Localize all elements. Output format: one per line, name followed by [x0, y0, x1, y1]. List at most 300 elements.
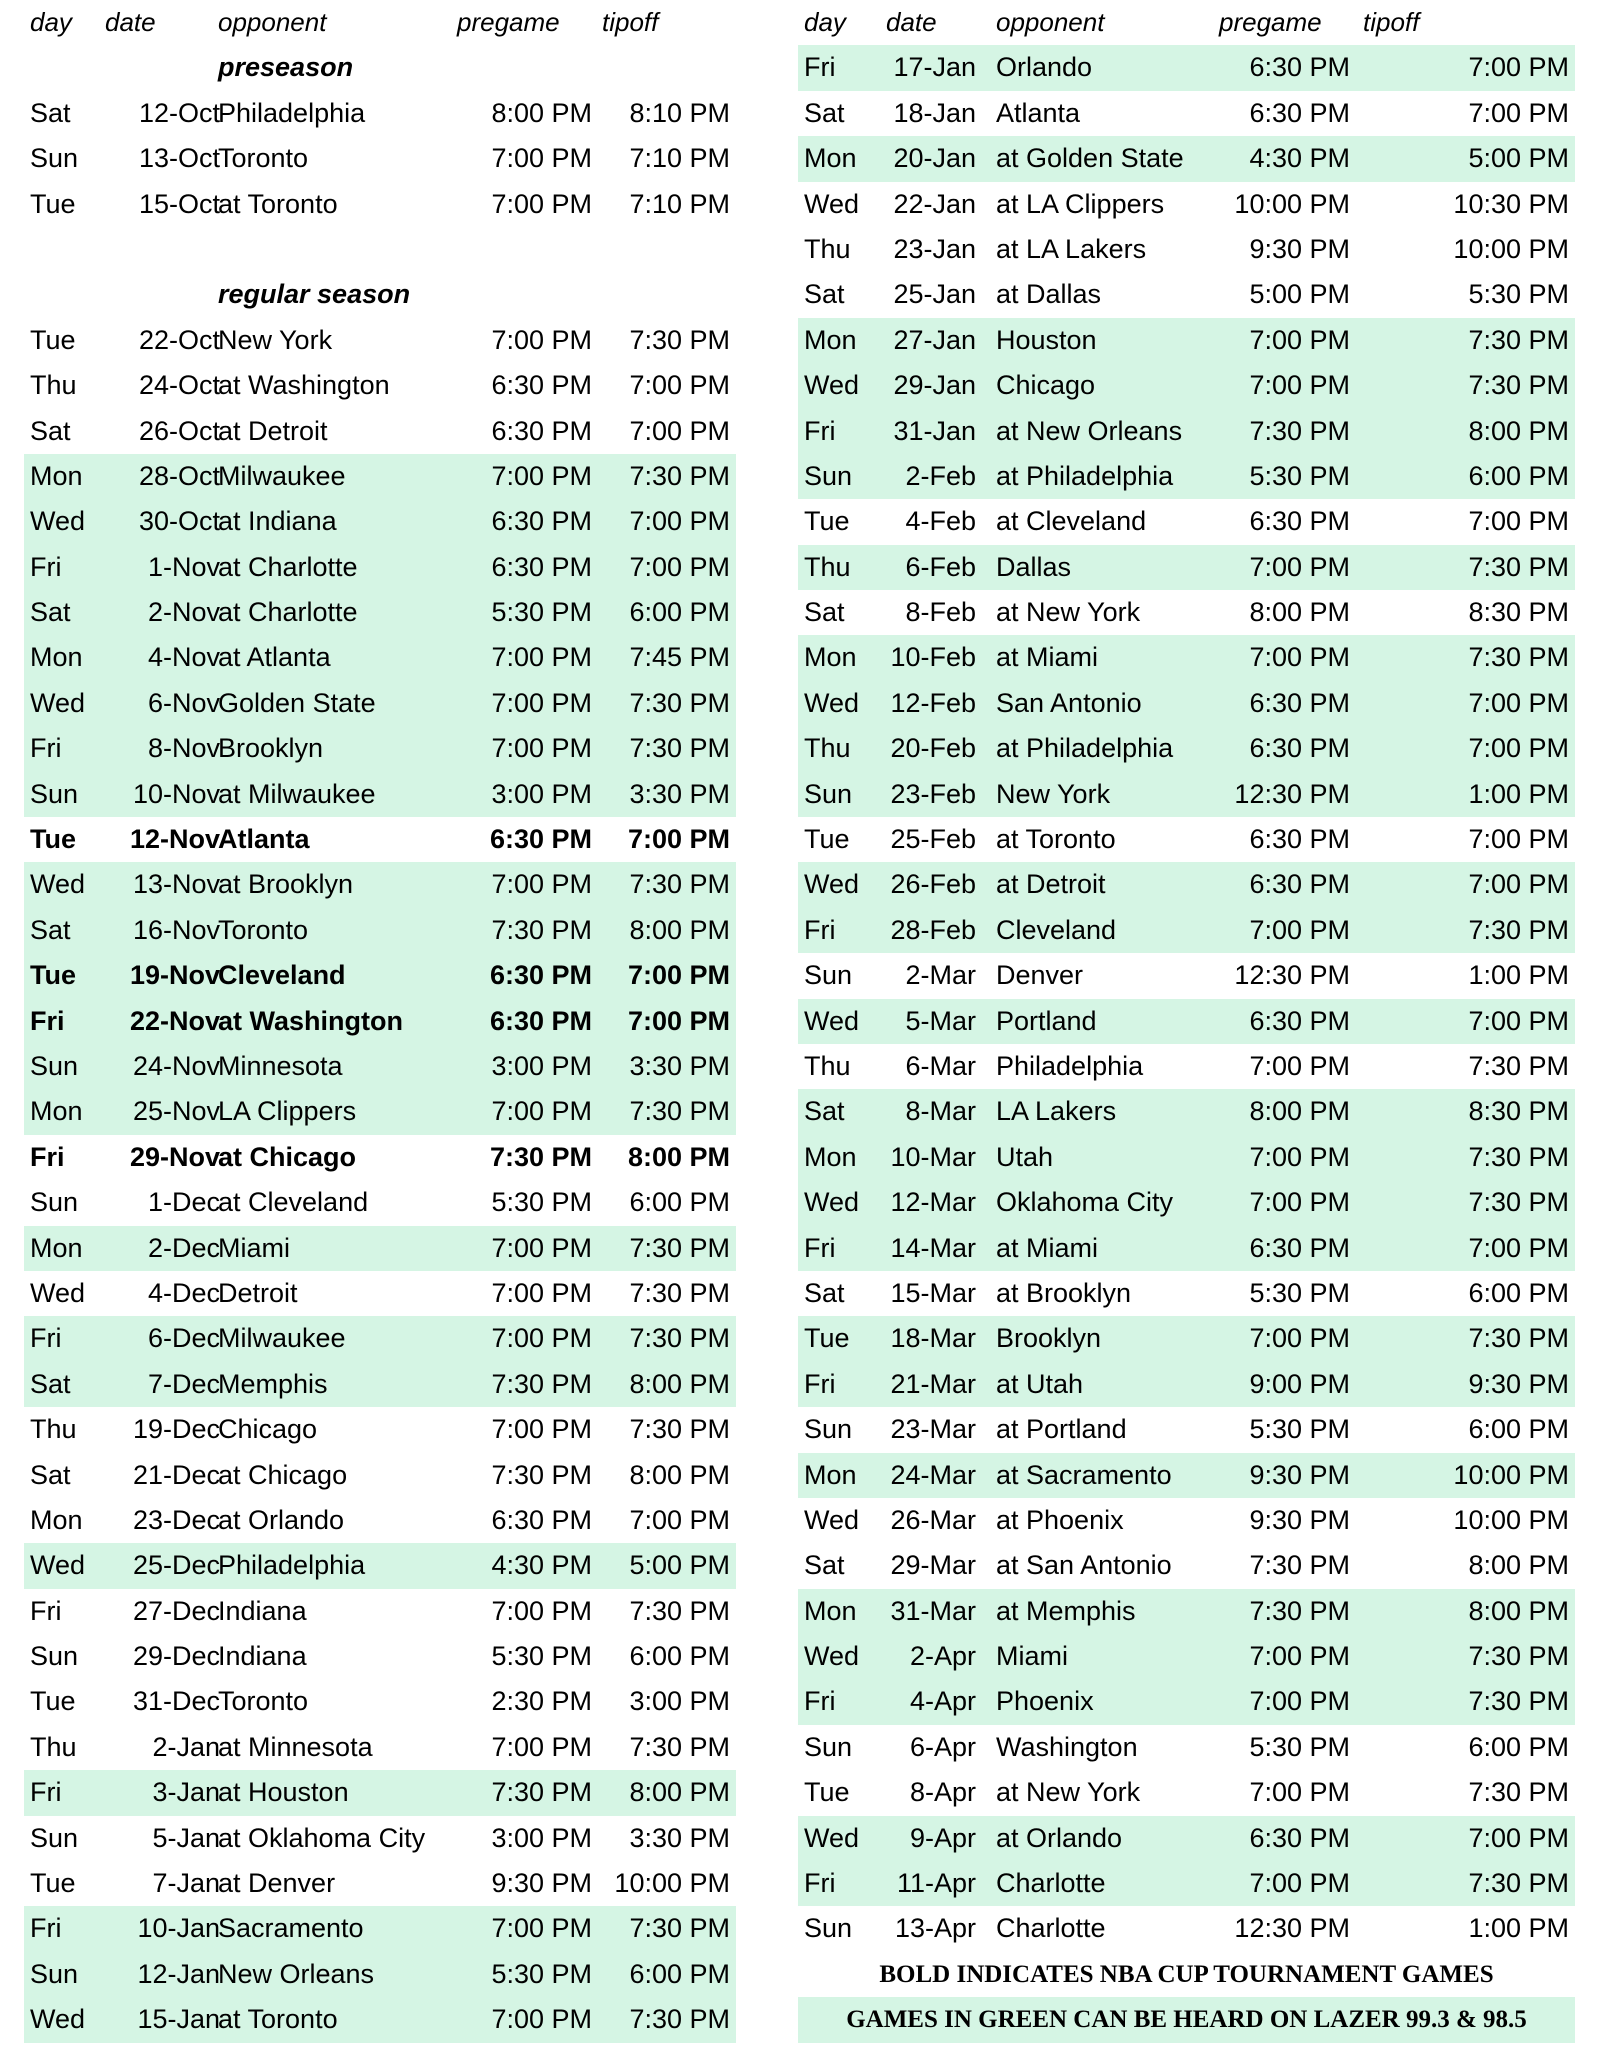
game-tipoff-time: 6:00 PM — [629, 597, 730, 628]
game-date: 16-Nov — [132, 914, 220, 945]
game-pregame-time: 7:00 PM — [1249, 1686, 1350, 1717]
game-day: Mon — [804, 143, 857, 174]
game-date: 11-Apr — [896, 1868, 976, 1899]
game-tipoff-time: 7:00 PM — [1468, 97, 1569, 128]
header-date: date — [105, 7, 156, 37]
game-row — [24, 1407, 736, 1452]
game-row — [798, 999, 1575, 1044]
game-tipoff-time: 7:30 PM — [1468, 1323, 1569, 1354]
game-tipoff-time: 6:00 PM — [1468, 1731, 1569, 1762]
game-tipoff-time: 10:00 PM — [1453, 233, 1569, 264]
game-row — [24, 136, 736, 181]
game-date: 2-Mar — [905, 960, 976, 991]
game-day: Sat — [804, 1096, 845, 1127]
game-tipoff-time: 3:00 PM — [629, 1686, 730, 1717]
game-opponent: Denver — [996, 960, 1084, 991]
game-tipoff-time: 7:30 PM — [629, 324, 730, 355]
game-date: 21-Mar — [890, 1368, 976, 1399]
game-day: Fri — [30, 1005, 65, 1036]
game-pregame-time: 7:00 PM — [1249, 914, 1350, 945]
game-tipoff-time: 1:00 PM — [1468, 960, 1569, 991]
game-day: Sun — [804, 778, 853, 809]
game-opponent: Chicago — [996, 370, 1096, 401]
game-opponent: at Toronto — [996, 824, 1116, 855]
game-day: Mon — [804, 1595, 857, 1626]
game-opponent: Charlotte — [996, 1913, 1106, 1944]
game-date: 4-Feb — [905, 506, 976, 537]
game-opponent: Milwaukee — [218, 460, 346, 491]
game-day: Wed — [804, 1641, 860, 1672]
game-day: Tue — [30, 960, 76, 991]
game-tipoff-time: 6:00 PM — [1468, 1277, 1569, 1308]
game-row — [24, 953, 736, 998]
game-pregame-time: 7:00 PM — [1249, 1187, 1350, 1218]
game-day: Mon — [30, 642, 83, 673]
game-day: Sun — [804, 460, 853, 491]
game-date: 31-Jan — [893, 415, 976, 446]
game-pregame-time: 7:30 PM — [491, 1368, 592, 1399]
game-day: Sat — [30, 97, 71, 128]
game-pregame-time: 7:00 PM — [491, 733, 592, 764]
game-tipoff-time: 6:00 PM — [1468, 1414, 1569, 1445]
game-tipoff-time: 8:00 PM — [1468, 1550, 1569, 1581]
game-tipoff-time: 6:00 PM — [629, 1958, 730, 1989]
game-tipoff-time: 10:30 PM — [1453, 188, 1569, 219]
game-date: 7-Jan — [152, 1868, 220, 1899]
game-pregame-time: 6:30 PM — [1249, 733, 1350, 764]
game-row — [798, 182, 1575, 227]
game-pregame-time: 7:00 PM — [491, 143, 592, 174]
game-tipoff-time: 5:30 PM — [1468, 279, 1569, 310]
game-pregame-time: 5:30 PM — [491, 1958, 592, 1989]
game-row — [24, 1316, 736, 1361]
game-opponent: at Oklahoma City — [218, 1822, 426, 1853]
game-pregame-time: 7:00 PM — [491, 460, 592, 491]
game-pregame-time: 7:30 PM — [491, 1777, 592, 1808]
game-pregame-time: 9:30 PM — [1249, 1504, 1350, 1535]
game-pregame-time: 9:30 PM — [491, 1868, 592, 1899]
game-date: 15-Oct — [138, 188, 220, 219]
game-date: 23-Mar — [890, 1414, 976, 1445]
game-date: 8-Feb — [905, 597, 976, 628]
game-opponent: at Houston — [218, 1777, 349, 1808]
game-opponent: at Indiana — [218, 506, 337, 537]
preseason-label: preseason — [218, 52, 354, 83]
game-tipoff-time: 8:00 PM — [1468, 415, 1569, 446]
game-row — [798, 499, 1575, 544]
game-row — [798, 1906, 1575, 1951]
game-row — [24, 1906, 736, 1951]
game-day: Tue — [30, 1868, 76, 1899]
game-row — [798, 318, 1575, 363]
game-day: Thu — [30, 1414, 77, 1445]
game-tipoff-time: 7:30 PM — [1468, 1686, 1569, 1717]
game-tipoff-time: 7:00 PM — [627, 1005, 730, 1036]
game-opponent: at New Orleans — [996, 415, 1183, 446]
game-day: Thu — [804, 733, 851, 764]
game-day: Sat — [30, 597, 71, 628]
game-pregame-time: 7:00 PM — [1249, 1323, 1350, 1354]
game-row — [798, 1362, 1575, 1407]
game-date: 10-Mar — [890, 1141, 976, 1172]
game-pregame-time: 6:30 PM — [489, 960, 592, 991]
game-row — [798, 772, 1575, 817]
game-day: Tue — [30, 824, 76, 855]
game-date: 13-Nov — [132, 869, 220, 900]
game-day: Wed — [30, 869, 86, 900]
game-tipoff-time: 6:00 PM — [1468, 460, 1569, 491]
game-pregame-time: 12:30 PM — [1234, 960, 1350, 991]
game-opponent: at Cleveland — [996, 506, 1147, 537]
game-pregame-time: 6:30 PM — [1249, 869, 1350, 900]
game-tipoff-time: 8:00 PM — [627, 1141, 730, 1172]
game-tipoff-time: 7:30 PM — [629, 1731, 730, 1762]
game-row — [798, 1861, 1575, 1906]
game-day: Fri — [804, 914, 836, 945]
game-opponent: at Detroit — [218, 415, 328, 446]
game-day: Sat — [30, 914, 71, 945]
game-opponent: Toronto — [218, 143, 309, 174]
game-opponent: at Miami — [996, 1232, 1099, 1263]
game-tipoff-time: 8:00 PM — [1468, 1595, 1569, 1626]
game-date: 3-Jan — [152, 1777, 220, 1808]
game-pregame-time: 7:00 PM — [491, 642, 592, 673]
game-day: Wed — [804, 869, 860, 900]
game-day: Fri — [804, 1368, 836, 1399]
game-tipoff-time: 7:30 PM — [1468, 551, 1569, 582]
regular-season-games-list-right — [798, 45, 1575, 1951]
game-date: 15-Mar — [890, 1277, 976, 1308]
game-tipoff-time: 7:00 PM — [1468, 52, 1569, 83]
game-pregame-time: 5:30 PM — [1249, 460, 1350, 491]
game-tipoff-time: 8:00 PM — [629, 1368, 730, 1399]
game-row — [24, 772, 736, 817]
game-opponent: Oklahoma City — [996, 1187, 1174, 1218]
game-tipoff-time: 7:30 PM — [1468, 1641, 1569, 1672]
game-tipoff-time: 7:00 PM — [1468, 733, 1569, 764]
game-opponent: at Washington — [218, 1005, 403, 1036]
game-day: Sun — [30, 1822, 79, 1853]
game-date: 12-Mar — [890, 1187, 976, 1218]
game-date: 10-Feb — [890, 642, 976, 673]
game-date: 24-Oct — [138, 370, 220, 401]
game-row — [24, 1725, 736, 1770]
game-row — [798, 136, 1575, 181]
game-pregame-time: 7:00 PM — [1249, 370, 1350, 401]
green-legend-note: GAMES IN GREEN CAN BE HEARD ON LAZER 99.3 & 98.5 — [798, 1997, 1575, 2042]
game-day: Mon — [30, 460, 83, 491]
game-tipoff-time: 7:30 PM — [1468, 1141, 1569, 1172]
game-opponent: at Atlanta — [218, 642, 331, 673]
game-date: 2-Jan — [152, 1731, 220, 1762]
game-row — [798, 363, 1575, 408]
game-day: Sat — [804, 279, 845, 310]
game-row — [24, 1271, 736, 1316]
game-pregame-time: 12:30 PM — [1234, 1913, 1350, 1944]
game-day: Sat — [30, 1368, 71, 1399]
game-pregame-time: 3:00 PM — [491, 1050, 592, 1081]
game-row — [24, 1634, 736, 1679]
game-row — [24, 91, 736, 136]
game-pregame-time: 7:00 PM — [491, 1232, 592, 1263]
game-pregame-time: 6:30 PM — [1249, 1822, 1350, 1853]
game-opponent: Phoenix — [996, 1686, 1094, 1717]
game-day: Thu — [804, 551, 851, 582]
game-opponent: at New York — [996, 597, 1141, 628]
game-day: Tue — [30, 324, 76, 355]
game-row — [24, 681, 736, 726]
game-tipoff-time: 7:30 PM — [1468, 324, 1569, 355]
game-row — [24, 1226, 736, 1271]
game-tipoff-time: 7:00 PM — [1468, 687, 1569, 718]
game-day: Mon — [804, 1141, 857, 1172]
game-row — [24, 1543, 736, 1588]
game-opponent: at Phoenix — [996, 1504, 1124, 1535]
game-pregame-time: 7:00 PM — [491, 2004, 592, 2035]
game-pregame-time: 7:00 PM — [491, 687, 592, 718]
game-opponent: Cleveland — [218, 960, 346, 991]
game-opponent: at Brooklyn — [996, 1277, 1132, 1308]
game-opponent: at Philadelphia — [996, 733, 1174, 764]
game-opponent: at Miami — [996, 642, 1099, 673]
game-date: 20-Jan — [893, 143, 976, 174]
game-date: 28-Feb — [890, 914, 976, 945]
game-row — [798, 1816, 1575, 1861]
game-day: Tue — [30, 188, 76, 219]
game-row — [798, 1679, 1575, 1724]
game-tipoff-time: 7:00 PM — [629, 551, 730, 582]
game-opponent: Philadelphia — [218, 97, 366, 128]
game-row — [798, 1271, 1575, 1316]
game-opponent: Atlanta — [996, 97, 1081, 128]
game-pregame-time: 7:00 PM — [491, 1277, 592, 1308]
game-tipoff-time: 7:00 PM — [627, 960, 730, 991]
game-tipoff-time: 8:00 PM — [629, 1777, 730, 1808]
game-opponent: at Golden State — [996, 143, 1184, 174]
game-row — [798, 1135, 1575, 1180]
game-opponent: New York — [996, 778, 1111, 809]
game-date: 26-Oct — [138, 415, 220, 446]
game-opponent: at Charlotte — [218, 597, 358, 628]
game-pregame-time: 5:00 PM — [1249, 279, 1350, 310]
game-row — [24, 454, 736, 499]
game-row — [24, 499, 736, 544]
game-opponent: Atlanta — [218, 824, 310, 855]
game-row — [24, 1362, 736, 1407]
game-day: Fri — [30, 1777, 62, 1808]
game-opponent: at Chicago — [218, 1141, 357, 1172]
game-tipoff-time: 7:30 PM — [629, 1913, 730, 1944]
game-row — [798, 1453, 1575, 1498]
right-schedule-column — [798, 0, 1575, 2043]
game-date: 31-Dec — [132, 1686, 220, 1717]
game-opponent: at New York — [996, 1777, 1141, 1808]
game-tipoff-time: 7:30 PM — [629, 1277, 730, 1308]
game-opponent: Utah — [996, 1141, 1054, 1172]
game-opponent: at Minnesota — [218, 1731, 373, 1762]
game-row — [798, 272, 1575, 317]
game-opponent: at Brooklyn — [218, 869, 354, 900]
game-opponent: Miami — [218, 1232, 290, 1263]
game-day: Fri — [804, 1868, 836, 1899]
game-opponent: Dallas — [996, 551, 1072, 582]
game-date: 8-Mar — [905, 1096, 976, 1127]
game-date: 9-Apr — [909, 1822, 976, 1853]
game-opponent: at San Antonio — [996, 1550, 1172, 1581]
game-date: 22-Oct — [138, 324, 220, 355]
game-pregame-time: 3:00 PM — [491, 778, 592, 809]
game-opponent: at Toronto — [218, 2004, 338, 2035]
game-day: Fri — [804, 1232, 836, 1263]
game-pregame-time: 8:00 PM — [1249, 597, 1350, 628]
game-row — [24, 817, 736, 862]
game-pregame-time: 7:30 PM — [489, 1141, 592, 1172]
game-pregame-time: 8:00 PM — [491, 97, 592, 128]
game-tipoff-time: 7:30 PM — [1468, 370, 1569, 401]
game-day: Mon — [804, 324, 857, 355]
game-row — [798, 726, 1575, 771]
game-day: Fri — [30, 1595, 62, 1626]
game-row — [24, 1180, 736, 1225]
game-opponent: Golden State — [218, 687, 376, 718]
game-tipoff-time: 1:00 PM — [1468, 1913, 1569, 1944]
game-pregame-time: 6:30 PM — [1249, 97, 1350, 128]
game-row — [798, 227, 1575, 272]
game-row — [798, 953, 1575, 998]
game-day: Wed — [804, 1504, 860, 1535]
game-opponent: Houston — [996, 324, 1097, 355]
game-day: Wed — [30, 2004, 86, 2035]
game-tipoff-time: 7:30 PM — [1468, 1777, 1569, 1808]
game-date: 6-Dec — [147, 1323, 220, 1354]
game-date: 2-Apr — [909, 1641, 976, 1672]
game-pregame-time: 7:00 PM — [1249, 1641, 1350, 1672]
game-tipoff-time: 7:30 PM — [629, 1232, 730, 1263]
game-pregame-time: 4:30 PM — [491, 1550, 592, 1581]
game-row — [798, 635, 1575, 680]
game-row — [24, 409, 736, 454]
game-pregame-time: 7:30 PM — [491, 914, 592, 945]
game-row — [798, 1316, 1575, 1361]
game-date: 5-Jan — [152, 1822, 220, 1853]
game-day: Fri — [30, 1323, 62, 1354]
game-date: 24-Mar — [890, 1459, 976, 1490]
header-tipoff: tipoff — [1363, 7, 1420, 37]
game-tipoff-time: 7:30 PM — [629, 2004, 730, 2035]
game-pregame-time: 6:30 PM — [491, 1504, 592, 1535]
regular-season-games-list-left — [24, 318, 736, 2043]
game-tipoff-time: 6:00 PM — [629, 1641, 730, 1672]
game-tipoff-time: 7:00 PM — [1468, 1005, 1569, 1036]
header-pregame: pregame — [457, 7, 560, 37]
header-opponent: opponent — [996, 7, 1105, 37]
header-tipoff: tipoff — [602, 7, 659, 37]
game-row — [24, 1997, 736, 2042]
game-pregame-time: 6:30 PM — [491, 551, 592, 582]
game-date: 13-Oct — [138, 143, 220, 174]
game-date: 2-Dec — [147, 1232, 220, 1263]
game-pregame-time: 6:30 PM — [489, 824, 592, 855]
game-row — [24, 862, 736, 907]
game-opponent: Miami — [996, 1641, 1068, 1672]
game-row — [24, 1135, 736, 1180]
regular-season-label: regular season — [218, 279, 411, 310]
game-pregame-time: 7:00 PM — [1249, 551, 1350, 582]
game-tipoff-time: 8:00 PM — [629, 914, 730, 945]
game-opponent: Portland — [996, 1005, 1097, 1036]
game-pregame-time: 2:30 PM — [491, 1686, 592, 1717]
game-date: 2-Nov — [147, 597, 220, 628]
game-day: Fri — [30, 1913, 62, 1944]
game-date: 14-Mar — [890, 1232, 976, 1263]
game-day: Fri — [804, 52, 836, 83]
section-title-preseason — [24, 45, 736, 90]
game-opponent: Washington — [996, 1731, 1138, 1762]
game-tipoff-time: 7:30 PM — [629, 869, 730, 900]
game-pregame-time: 5:30 PM — [1249, 1414, 1350, 1445]
game-day: Sat — [804, 597, 845, 628]
game-row — [24, 908, 736, 953]
game-opponent: Toronto — [218, 914, 309, 945]
game-pregame-time: 7:00 PM — [491, 1414, 592, 1445]
game-opponent: LA Lakers — [996, 1096, 1117, 1127]
game-opponent: Memphis — [218, 1368, 328, 1399]
game-row — [798, 1180, 1575, 1225]
game-opponent: at Orlando — [218, 1504, 345, 1535]
game-pregame-time: 6:30 PM — [491, 370, 592, 401]
game-opponent: at Portland — [996, 1414, 1127, 1445]
game-pregame-time: 6:30 PM — [1249, 506, 1350, 537]
game-date: 24-Nov — [132, 1050, 220, 1081]
game-tipoff-time: 7:00 PM — [1468, 506, 1569, 537]
game-row — [24, 1498, 736, 1543]
game-day: Thu — [804, 233, 851, 264]
game-row — [24, 1861, 736, 1906]
game-date: 29-Nov — [129, 1141, 220, 1172]
game-pregame-time: 9:30 PM — [1249, 1459, 1350, 1490]
game-row — [24, 635, 736, 680]
column-header-row — [798, 0, 1575, 45]
game-pregame-time: 7:00 PM — [491, 1913, 592, 1944]
game-tipoff-time: 8:30 PM — [1468, 597, 1569, 628]
game-row — [24, 363, 736, 408]
game-row — [798, 1725, 1575, 1770]
game-day: Tue — [804, 506, 850, 537]
game-date: 10-Jan — [137, 1913, 220, 1944]
game-pregame-time: 6:30 PM — [1249, 687, 1350, 718]
section-title-regular-season — [24, 272, 736, 317]
game-date: 10-Nov — [132, 778, 220, 809]
game-pregame-time: 7:30 PM — [1249, 1550, 1350, 1581]
game-opponent: at Dallas — [996, 279, 1102, 310]
game-day: Mon — [804, 642, 857, 673]
game-opponent: at Milwaukee — [218, 778, 376, 809]
game-tipoff-time: 7:10 PM — [629, 143, 730, 174]
game-pregame-time: 7:30 PM — [1249, 1595, 1350, 1626]
game-opponent: Philadelphia — [218, 1550, 366, 1581]
game-row — [798, 1407, 1575, 1452]
game-day: Mon — [30, 1096, 83, 1127]
game-tipoff-time: 3:30 PM — [629, 1822, 730, 1853]
game-opponent: Sacramento — [218, 1913, 364, 1944]
game-row — [798, 545, 1575, 590]
game-day: Sat — [804, 97, 845, 128]
game-row — [24, 726, 736, 771]
game-date: 17-Jan — [893, 52, 976, 83]
game-day: Tue — [804, 1323, 850, 1354]
game-date: 23-Dec — [132, 1504, 220, 1535]
game-tipoff-time: 7:00 PM — [1468, 824, 1569, 855]
